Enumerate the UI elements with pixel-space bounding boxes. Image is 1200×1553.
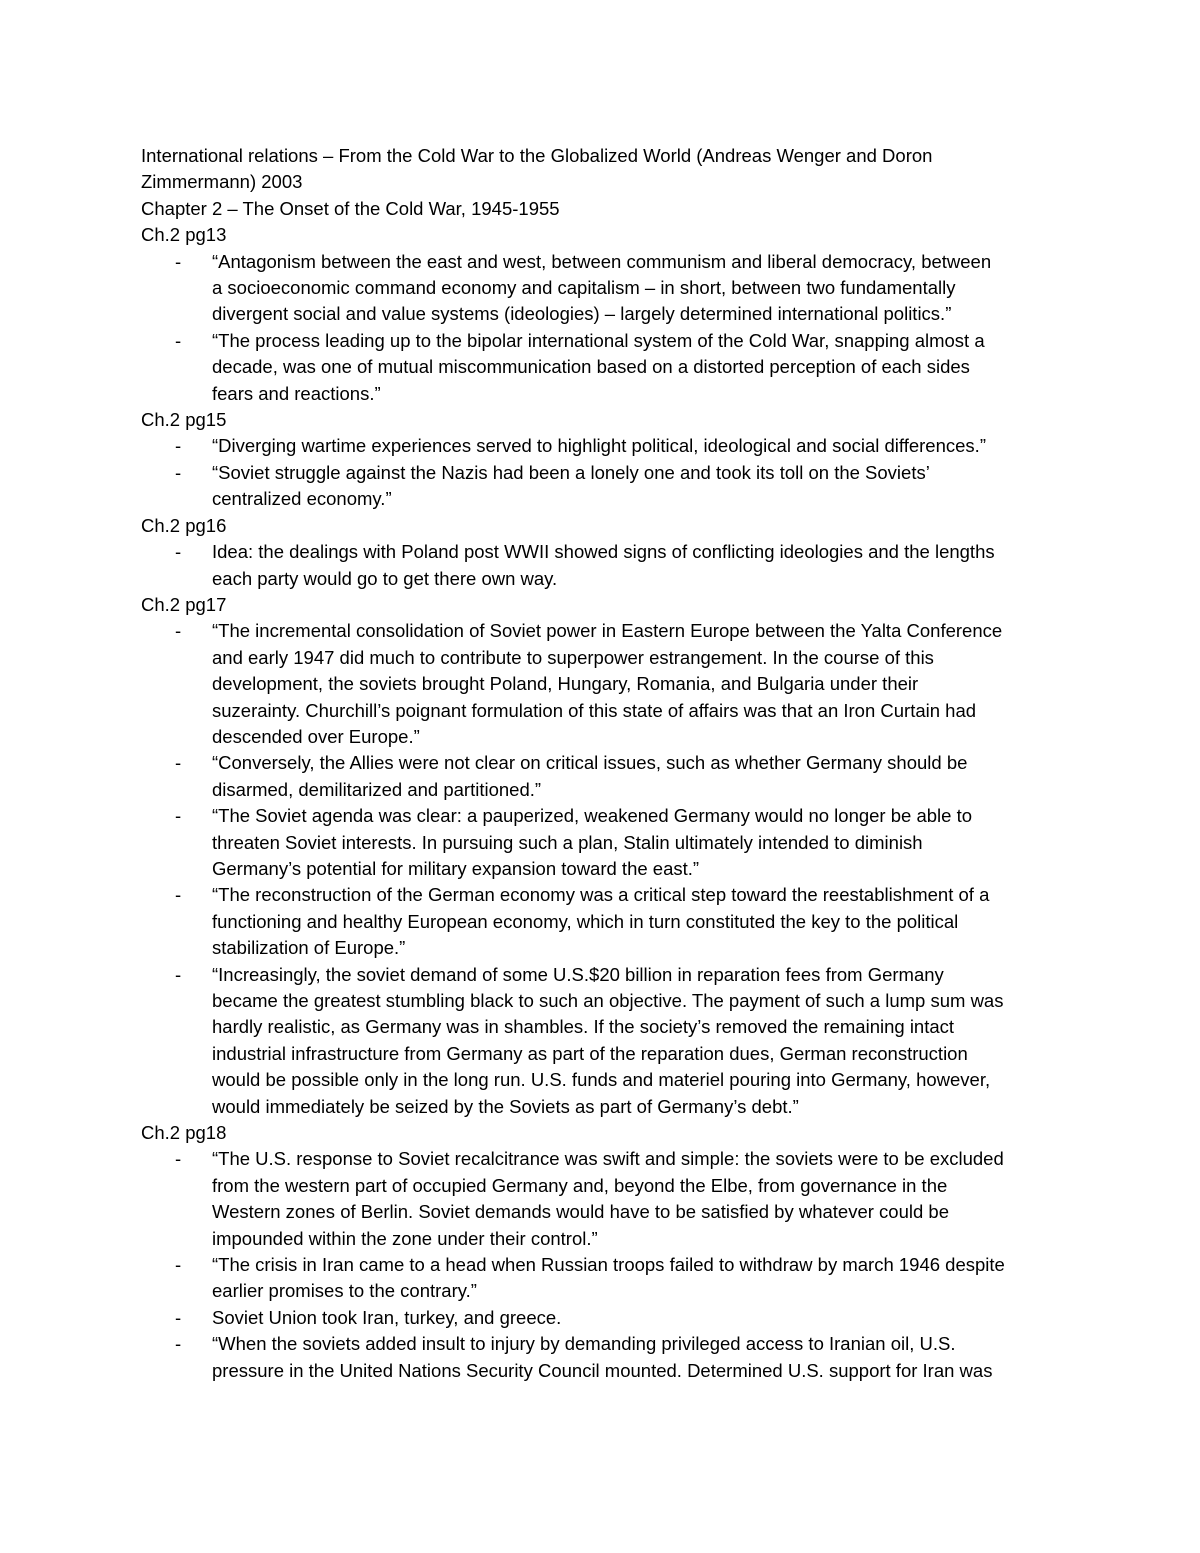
bullet-dash-icon: -: [175, 435, 182, 457]
bullet-item: [141, 249, 1071, 328]
bullet-dash-icon: -: [175, 963, 182, 985]
notes-sections: [141, 222, 1071, 1384]
bullet-text-line: functioning and healthy European economy, which in turn constituted the key to the political: [212, 910, 959, 932]
bullet-item: [141, 328, 1071, 407]
notes-section: [141, 407, 1071, 513]
bullet-text: [212, 962, 1071, 1120]
bullet-text: [212, 750, 1071, 803]
bullet-text-line: “The crisis in Iran came to a head when Russian troops failed to withdraw by march 1946 despite: [212, 1254, 1005, 1276]
bullet-text-line: divergent social and value systems (ideologies) – largely determined international politics.”: [212, 303, 952, 325]
bullet-item: [141, 750, 1071, 803]
section-heading: Ch.2 pg17: [141, 593, 227, 615]
bullet-text: [212, 249, 1071, 328]
bullet-text-line: pressure in the United Nations Security Council mounted. Determined U.S. support for Iran was: [212, 1359, 993, 1381]
bullet-dash-icon: -: [175, 752, 182, 774]
bullet-dash-icon: -: [175, 805, 182, 827]
notes-section: [141, 1120, 1071, 1384]
bullet-text: [212, 328, 1071, 407]
bullet-text-line: “The process leading up to the bipolar international system of the Cold War, snapping almost a: [212, 329, 985, 351]
chapter-heading: Chapter 2 – The Onset of the Cold War, 1945-1955: [141, 197, 560, 219]
bullet-dash-icon: -: [175, 1333, 182, 1355]
bullet-text-line: from the western part of occupied Germany and, beyond the Elbe, from governance in the: [212, 1174, 948, 1196]
bullet-text-line: hardly realistic, as Germany was in shambles. If the society’s removed the remaining intact: [212, 1016, 955, 1038]
bullet-text-line: Western zones of Berlin. Soviet demands would have to be satisfied by whatever could be: [212, 1201, 949, 1223]
bullet-text-line: each party would go to get there own way.: [212, 567, 558, 589]
bullet-text-line: impounded within the zone under their control.”: [212, 1227, 598, 1249]
bullet-item: [141, 803, 1071, 882]
bullet-text-line: disarmed, demilitarized and partitioned.”: [212, 778, 542, 800]
bullet-text-line: Soviet Union took Iran, turkey, and greece.: [212, 1306, 562, 1328]
bullet-item: [141, 460, 1071, 513]
bullet-text: [212, 803, 1071, 882]
bullet-text-line: threaten Soviet interests. In pursuing such a plan, Stalin ultimately intended to diminish: [212, 831, 923, 853]
bullet-item: [141, 1146, 1071, 1252]
bullet-text-line: earlier promises to the contrary.”: [212, 1280, 477, 1302]
bullet-text-line: stabilization of Europe.”: [212, 937, 406, 959]
bullet-text-line: a socioeconomic command economy and capitalism – in short, between two fundamentally: [212, 277, 956, 299]
bullet-dash-icon: -: [175, 620, 182, 642]
bullet-dash-icon: -: [175, 461, 182, 483]
bullet-text: [212, 1252, 1071, 1305]
bullet-text-line: “Diverging wartime experiences served to highlight political, ideological and social differences.”: [212, 435, 986, 457]
bullet-item: [141, 1331, 1071, 1384]
bullet-item: [141, 962, 1071, 1120]
bullet-text-line: Idea: the dealings with Poland post WWII showed signs of conflicting ideologies and the lengths: [212, 541, 995, 563]
bullet-text-line: “When the soviets added insult to injury by demanding privileged access to Iranian oil, U.S.: [212, 1333, 956, 1355]
bullet-list: [141, 618, 1071, 1120]
bullet-text-line: “The reconstruction of the German economy was a critical step toward the reestablishment of a: [212, 884, 990, 906]
bullet-text-line: “The U.S. response to Soviet recalcitrance was swift and simple: the soviets were to be excluded: [212, 1148, 1004, 1170]
bullet-text-line: decade, was one of mutual miscommunication based on a distorted perception of each sides: [212, 356, 970, 378]
notes-section: [141, 592, 1071, 1120]
bullet-dash-icon: -: [175, 329, 182, 351]
document-title: [141, 143, 1071, 196]
bullet-list: [141, 539, 1071, 592]
bullet-dash-icon: -: [175, 1148, 182, 1170]
bullet-text: [212, 1146, 1071, 1252]
bullet-text-line: “The incremental consolidation of Soviet power in Eastern Europe between the Yalta Conference: [212, 620, 1003, 642]
bullet-text-line: “The Soviet agenda was clear: a pauperized, weakened Germany would no longer be able to: [212, 805, 972, 827]
bullet-dash-icon: -: [175, 541, 182, 563]
title-line: Zimmermann) 2003: [141, 171, 303, 193]
bullet-item: [141, 1305, 1071, 1331]
bullet-text-line: suzerainty. Churchill’s poignant formulation of this state of affairs was that an Iron Curtain had: [212, 699, 977, 721]
notes-section: [141, 513, 1071, 592]
bullet-text-line: industrial infrastructure from Germany as part of the reparation dues, German reconstruction: [212, 1042, 968, 1064]
bullet-text-line: centralized economy.”: [212, 488, 392, 510]
bullet-text-line: would be possible only in the long run. U.S. funds and materiel pouring into Germany, however,: [212, 1069, 991, 1091]
bullet-list: [141, 249, 1071, 407]
bullet-text: [212, 539, 1071, 592]
bullet-list: [141, 433, 1071, 512]
section-heading: Ch.2 pg15: [141, 409, 227, 431]
title-line: International relations – From the Cold War to the Globalized World (Andreas Wenger and Doron: [141, 145, 933, 166]
bullet-dash-icon: -: [175, 250, 182, 272]
bullet-text-line: Germany’s potential for military expansion toward the east.”: [212, 857, 700, 879]
bullet-text-line: and early 1947 did much to contribute to superpower estrangement. In the course of this: [212, 646, 934, 668]
bullet-dash-icon: -: [175, 1254, 182, 1276]
bullet-text-line: “Soviet struggle against the Nazis had been a lonely one and took its toll on the Soviets’: [212, 461, 930, 483]
bullet-item: [141, 618, 1071, 750]
bullet-dash-icon: -: [175, 1306, 182, 1328]
bullet-item: [141, 433, 1071, 459]
bullet-item: [141, 882, 1071, 961]
bullet-text: [212, 618, 1071, 750]
bullet-text-line: would immediately be seized by the Soviets as part of Germany’s debt.”: [212, 1095, 799, 1117]
bullet-text-line: “Increasingly, the soviet demand of some U.S.$20 billion in reparation fees from Germany: [212, 963, 944, 985]
bullet-text: [212, 1305, 1071, 1331]
bullet-dash-icon: -: [175, 884, 182, 906]
bullet-text: [212, 460, 1071, 513]
section-heading: Ch.2 pg13: [141, 224, 227, 246]
bullet-list: [141, 1146, 1071, 1384]
section-heading: Ch.2 pg16: [141, 514, 227, 536]
bullet-text-line: development, the soviets brought Poland, Hungary, Romania, and Bulgaria under their: [212, 673, 919, 695]
document-page: [141, 143, 1071, 1384]
bullet-item: [141, 1252, 1071, 1305]
bullet-text-line: became the greatest stumbling black to such an objective. The payment of such a lump sum was: [212, 990, 1004, 1011]
notes-section: [141, 222, 1071, 407]
bullet-text: [212, 882, 1071, 961]
section-heading: Ch.2 pg18: [141, 1122, 227, 1144]
bullet-text: [212, 1331, 1071, 1384]
bullet-text-line: descended over Europe.”: [212, 725, 420, 747]
bullet-text-line: “Conversely, the Allies were not clear on critical issues, such as whether Germany should be: [212, 752, 968, 774]
bullet-text-line: fears and reactions.”: [212, 382, 381, 404]
bullet-item: [141, 539, 1071, 592]
bullet-text-line: “Antagonism between the east and west, between communism and liberal democracy, between: [212, 250, 992, 272]
bullet-text: [212, 433, 1071, 459]
